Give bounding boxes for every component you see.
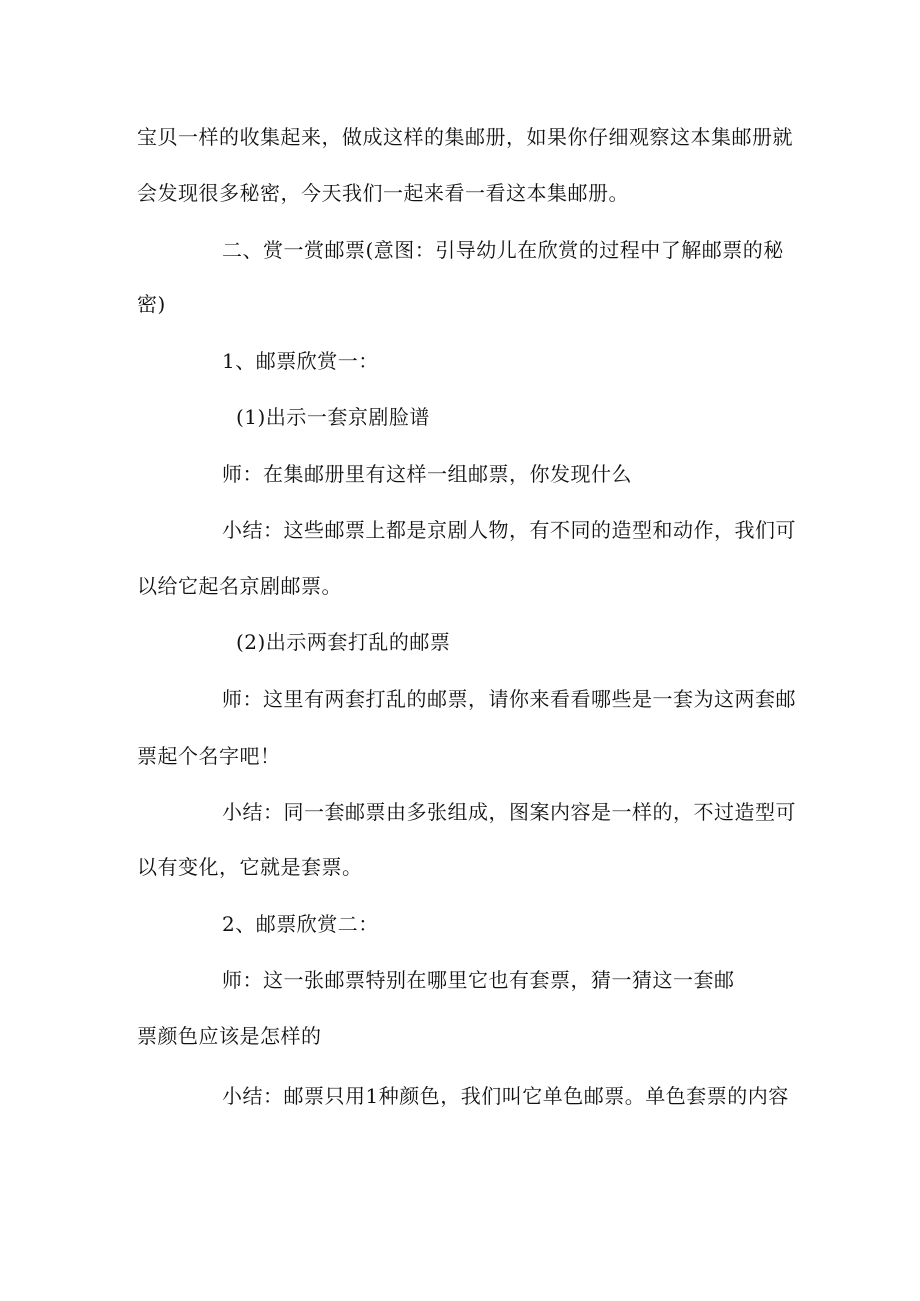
paragraph-line: 宝贝一样的收集起来，做成这样的集邮册，如果你仔细观察这本集邮册就 [137, 125, 793, 149]
paragraph-line: 票起个名字吧！ [137, 744, 281, 768]
paragraph-line: 师：在集邮册里有这样一组邮票，你发现什么 [222, 462, 632, 486]
paragraph-line: 小结：同一套邮票由多张组成，图案内容是一样的，不过造型可 [222, 800, 796, 824]
paragraph-line: 师：这里有两套打乱的邮票，请你来看看哪些是一套为这两套邮 [222, 687, 796, 711]
subsection-heading: 1、邮票欣赏一： [222, 349, 379, 373]
list-item: (1)出示一套京剧脸谱 [236, 405, 430, 429]
paragraph-line: 以有变化，它就是套票。 [137, 855, 363, 879]
section-heading: 二、赏一赏邮票(意图：引导幼儿在欣赏的过程中了解邮票的秘 [222, 238, 784, 262]
subsection-heading: 2、邮票欣赏二： [222, 912, 379, 936]
list-item: (2)出示两套打乱的邮票 [236, 630, 451, 654]
paragraph-line: 票颜色应该是怎样的 [137, 1024, 322, 1048]
paragraph-line: 小结：邮票只用1种颜色，我们叫它单色邮票。单色套票的内容 [222, 1084, 789, 1108]
paragraph-line: 会发现很多秘密，今天我们一起来看一看这本集邮册。 [137, 181, 629, 205]
paragraph-line: 师：这一张邮票特别在哪里它也有套票，猜一猜这一套邮 [222, 968, 735, 992]
section-heading: 密) [137, 292, 166, 316]
paragraph-line: 以给它起名京剧邮票。 [137, 574, 342, 598]
paragraph-line: 小结：这些邮票上都是京剧人物，有不同的造型和动作，我们可 [222, 518, 796, 542]
